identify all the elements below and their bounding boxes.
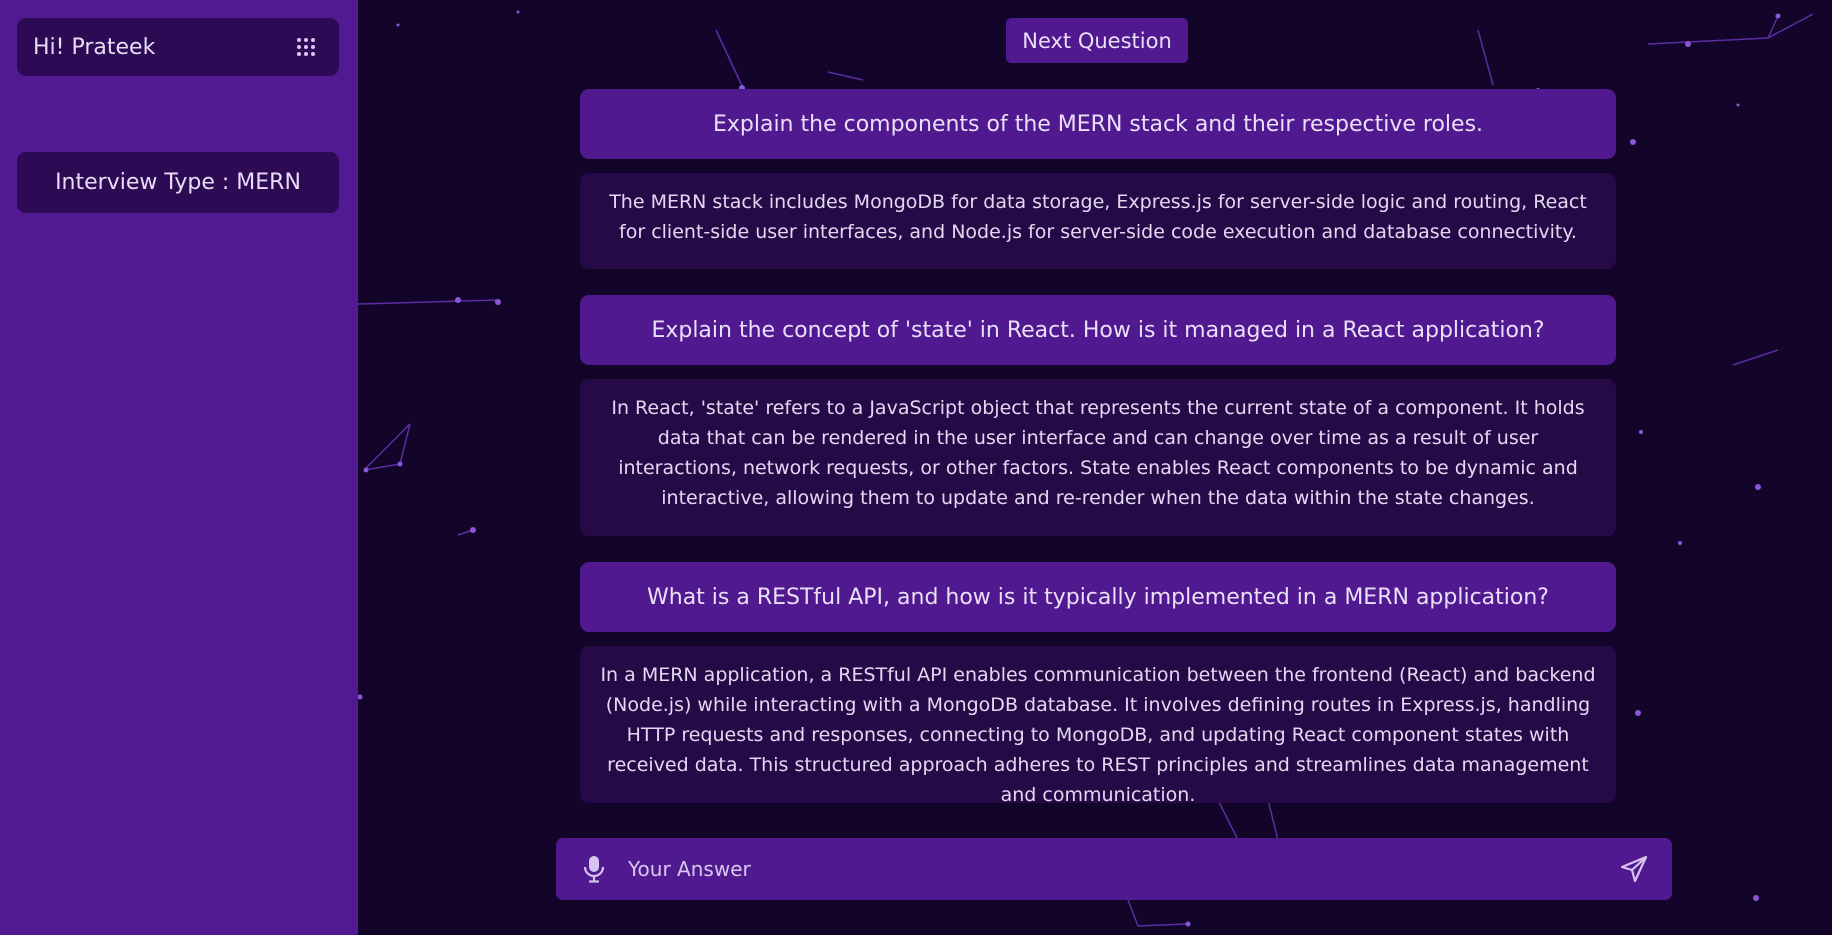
answer-bar <box>556 838 1672 900</box>
interview-type-card <box>17 152 339 213</box>
microphone-icon[interactable] <box>582 854 606 884</box>
qa-item <box>580 562 1616 806</box>
grid-dots-icon[interactable] <box>297 38 315 56</box>
qa-item <box>580 89 1616 269</box>
send-icon[interactable] <box>1620 855 1648 883</box>
qa-item <box>580 295 1616 536</box>
greeting-card <box>17 18 339 76</box>
sidebar <box>0 0 358 935</box>
interview-type-label: Interview Type : MERN <box>55 170 301 195</box>
next-question-button[interactable]: Next Question <box>1006 18 1188 63</box>
answer-card: In a MERN application, a RESTful API enables communication between the frontend (React) and backend (Node.js) while interacting with a MongoDB database. It involves defining routes in Express.js, handling HTTP requests and responses, connecting to MongoDB, and updating React component states with received data. This structured approach adheres to REST principles and streamlines data management and communication. <box>580 646 1616 803</box>
qa-list <box>580 89 1616 806</box>
question-card: Explain the concept of 'state' in React. How is it managed in a React application? <box>580 295 1616 365</box>
question-card: Explain the components of the MERN stack and their respective roles. <box>580 89 1616 159</box>
greeting-text: Hi! Prateek <box>33 34 156 60</box>
question-card: What is a RESTful API, and how is it typically implemented in a MERN application? <box>580 562 1616 632</box>
main-area <box>358 0 1832 935</box>
answer-card: In React, 'state' refers to a JavaScript object that represents the current state of a component. It holds data that can be rendered in the user interface and can change over time as a result of user interactions, network requests, or other factors. State enables React components to be dynamic and interactive, allowing them to update and re-render when the data within the state changes. <box>580 379 1616 536</box>
answer-card: The MERN stack includes MongoDB for data storage, Express.js for server-side logic and routing, React for client-side user interfaces, and Node.js for server-side code execution and database connectivity. <box>580 173 1616 269</box>
answer-input[interactable] <box>626 856 1620 882</box>
